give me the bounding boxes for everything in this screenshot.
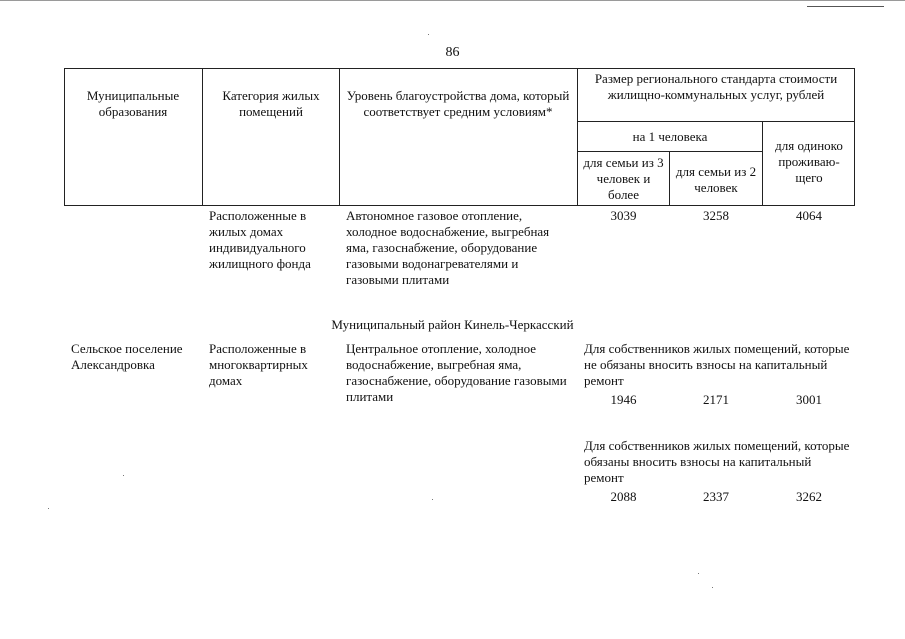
scan-speck [698,573,699,574]
row1-family2-value: 3258 [703,208,729,223]
col-divider-3 [577,68,578,206]
header-family-2: для семьи из 2 человек [675,164,757,195]
col-divider-4 [669,151,670,206]
row1-amenities: Автономное газовое отопление, холодное водоснабжение, выгребная яма, газоснабжение, оборудование газовыми водонагревателями и газовыми плитами [346,208,550,287]
scan-speck [428,34,429,35]
scan-speck [48,508,49,509]
row1-family3-value: 3039 [610,208,637,223]
row2-a-family2-value: 2171 [703,392,729,407]
col-divider-2 [339,68,340,206]
row2-municipality: Сельское поселение Александровка [71,341,183,372]
table-top-border [64,68,855,69]
row2-note-with-repair-fee: Для собственников жилых помещений, которые обязаны вносить взносы на капитальный ремонт [584,438,850,485]
group-divider [577,121,855,122]
row2-b-single-value: 3262 [796,489,822,504]
table-right-border [854,68,855,206]
row1-category: Расположенные в жилых домах индивидуального жилищного фонда [209,208,311,271]
header-single: для одиноко проживаю-щего [775,138,843,185]
scan-speck [123,475,124,476]
row2-note-no-repair-fee: Для собственников жилых помещений, которые не обязаны вносить взносы на капитальный ремонт [584,341,850,388]
header-standard-size: Размер регионального стандарта стоимости жилищно-коммунальных услуг, рублей [594,71,838,102]
page-number: 86 [445,45,460,60]
col-divider-5 [762,121,763,206]
row1-single-value: 4064 [796,208,822,223]
scan-speck [432,499,433,500]
corner-rule [807,6,884,7]
header-amenities: Уровень благоустройства дома, который соответствует средним условиям* [346,88,570,119]
top-border [0,0,905,1]
row2-b-family3-value: 2088 [610,489,637,504]
table-bottom-border [64,205,855,206]
col-divider-1 [202,68,203,206]
header-family-3: для семьи из 3 человек и более [583,155,664,202]
row2-a-single-value: 3001 [796,392,822,407]
header-municipality: Муниципальные образования [86,88,180,119]
row2-category: Расположенные в многоквартирных домах [209,341,308,388]
header-per-person: на 1 человека [632,129,708,144]
scan-speck [712,587,713,588]
section-heading: Муниципальный район Кинель-Черкасский [331,317,574,332]
row2-a-family3-value: 1946 [610,392,637,407]
row2-amenities: Центральное отопление, холодное водоснабжение, выгребная яма, газоснабжение, оборудование газовыми плитами [346,341,567,404]
header-category: Категория жилых помещений [222,88,320,119]
table-left-border [64,68,65,206]
row2-b-family2-value: 2337 [703,489,729,504]
